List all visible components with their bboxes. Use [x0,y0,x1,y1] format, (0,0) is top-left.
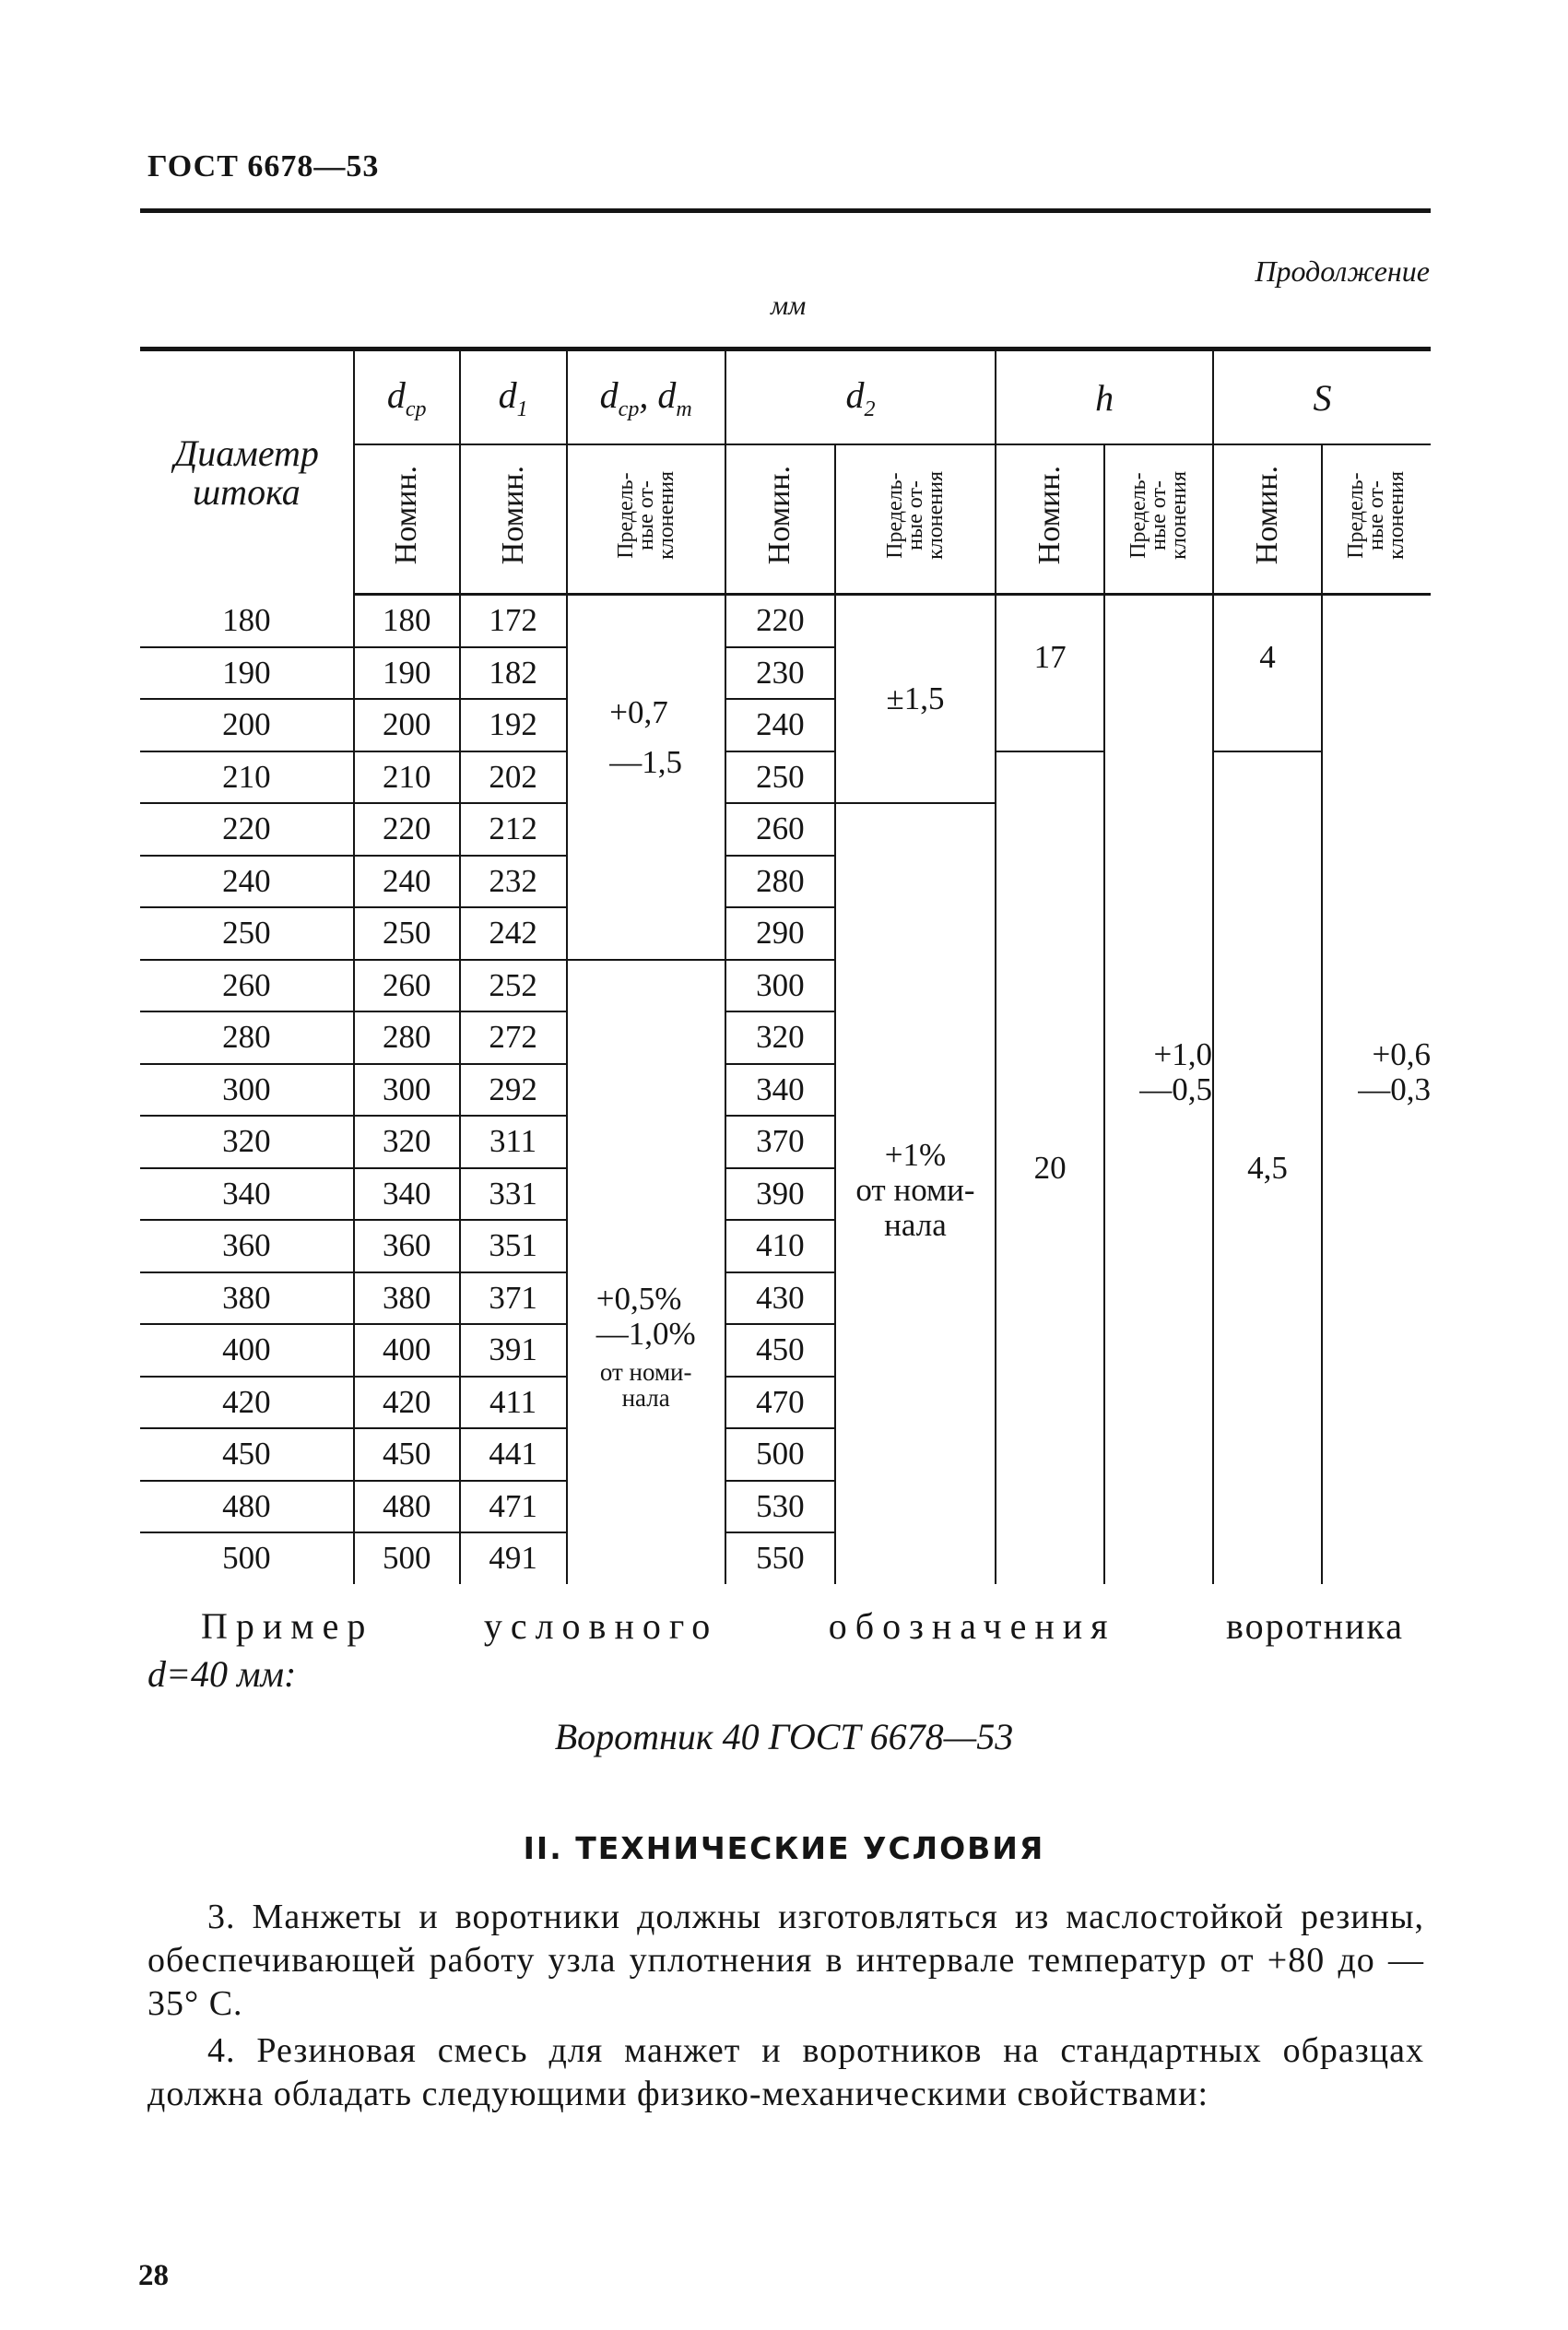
dcp-cell: 320 [354,1116,460,1168]
d2-cell: 410 [725,1220,835,1272]
d1-cell: 411 [460,1377,567,1429]
h-nominal-cell-1: 17 [996,595,1104,751]
continuation-label: Продолжение [1255,254,1430,288]
subheader-s-tolerance: Предель- ные от- клонения [1322,444,1431,595]
subheader-s-nominal: Номин. [1213,444,1322,595]
d1-cell: 252 [460,960,567,1012]
h-nominal-cell-2: 20 [996,751,1104,1584]
d2-cell: 230 [725,647,835,700]
example-word-4: воротника [1226,1605,1404,1647]
d1-cell: 491 [460,1532,567,1584]
rod-diameter-cell: 420 [140,1377,354,1429]
d2-cell: 450 [725,1324,835,1377]
subheader-dcp-nominal: Номин. [354,444,460,595]
table-row [140,751,1431,804]
page-number: 28 [138,2259,169,2292]
dcp-tolerance-cell-1: +0,7 —1,5 [567,595,725,960]
header-dcp-dt: $d_{cp}$, $d_т$ [567,349,725,445]
d2-cell: 550 [725,1532,835,1584]
d2-cell: 370 [725,1116,835,1168]
units-label: мм [771,290,807,321]
d2-cell: 260 [725,803,835,856]
rod-diameter-cell: 180 [140,595,354,647]
d1-cell: 272 [460,1011,567,1064]
rod-diameter-cell: 340 [140,1168,354,1221]
d1-cell: 212 [460,803,567,856]
d1-cell: 311 [460,1116,567,1168]
d2-cell: 340 [725,1064,835,1117]
dcp-cell: 500 [354,1532,460,1584]
example-dimension: d=40 мм: [147,1653,297,1695]
subheader-d2-nominal: Номин. [725,444,835,595]
dcp-cell: 340 [354,1168,460,1221]
d2-cell: 430 [725,1272,835,1325]
rod-diameter-cell: 280 [140,1011,354,1064]
paragraph-4: 4. Резиновая смесь для манжет и воротников на стандартных образцах должна обладать следующими физико-механическими свойствами: [147,2031,1424,2113]
d2-cell: 290 [725,907,835,960]
d1-cell: 331 [460,1168,567,1221]
dcp-cell: 240 [354,856,460,908]
d2-cell: 390 [725,1168,835,1221]
stub-header-line2: штока [192,470,301,513]
example-word-3: обозначения [828,1605,1116,1647]
d2-cell: 240 [725,699,835,751]
d2-cell: 220 [725,595,835,647]
header-dcp: $d_{cp}$ [354,349,460,445]
dcp-cell: 480 [354,1481,460,1533]
header-d2: $d_2$ [725,349,996,445]
dcp-tolerance-cell-2: +0,5% —1,0% от номи- нала [567,960,725,1584]
rod-diameter-cell: 190 [140,647,354,700]
dcp-cell: 190 [354,647,460,700]
d2-cell: 280 [725,856,835,908]
d2-cell: 530 [725,1481,835,1533]
rod-diameter-cell: 450 [140,1428,354,1481]
example-word-2: условного [483,1605,719,1647]
dcp-cell: 180 [354,595,460,647]
document-code-header: ГОСТ 6678—53 [147,149,380,183]
dcp-cell: 380 [354,1272,460,1325]
d2-cell: 500 [725,1428,835,1481]
header-h: h [996,349,1213,445]
d1-cell: 292 [460,1064,567,1117]
d1-cell: 172 [460,595,567,647]
rod-diameter-cell: 220 [140,803,354,856]
paragraph-3: 3. Манжеты и воротники должны изготовляться из маслостойкой резины, обеспечивающей работу узла уплотнения в интервале температур от +80 до —35° С. [147,1898,1424,2023]
subheader-d1-nominal: Номин. [460,444,567,595]
dcp-cell: 400 [354,1324,460,1377]
d1-cell: 371 [460,1272,567,1325]
dcp-cell: 450 [354,1428,460,1481]
d1-cell: 351 [460,1220,567,1272]
d1-cell: 192 [460,699,567,751]
s-nominal-cell-2: 4,5 [1213,751,1322,1584]
rod-diameter-cell: 210 [140,751,354,804]
d2-tolerance-cell-1: ±1,5 [835,595,996,804]
d2-cell: 470 [725,1377,835,1429]
section-title: II. ТЕХНИЧЕСКИЕ УСЛОВИЯ [523,1830,1045,1866]
subheader-h-tolerance: Предель- ные от- клонения [1104,444,1213,595]
dcp-cell: 260 [354,960,460,1012]
header-rule [140,208,1431,213]
d2-cell: 300 [725,960,835,1012]
d1-cell: 232 [460,856,567,908]
dcp-cell: 420 [354,1377,460,1429]
d2-tolerance-cell-2: +1% от номи- нала [835,803,996,1584]
rod-diameter-cell: 240 [140,856,354,908]
d2-cell: 320 [725,1011,835,1064]
header-d1: $d_1$ [460,349,567,445]
dcp-cell: 300 [354,1064,460,1117]
stub-header [140,349,354,595]
h-tolerance-cell: +1,0 —0,5 [1104,595,1213,1584]
d1-cell: 182 [460,647,567,700]
subheader-d2-tolerance: Предель- ные от- клонения [835,444,996,595]
example-word-1: Пример [201,1605,374,1647]
d1-cell: 391 [460,1324,567,1377]
s-tolerance-cell: +0,6 —0,3 [1322,595,1431,1584]
rod-diameter-cell: 260 [140,960,354,1012]
rod-diameter-cell: 300 [140,1064,354,1117]
stub-header-line1: Диаметр [173,432,319,474]
subheader-h-nominal: Номин. [996,444,1104,595]
d1-cell: 441 [460,1428,567,1481]
rod-diameter-cell: 250 [140,907,354,960]
rod-diameter-cell: 320 [140,1116,354,1168]
rod-diameter-cell: 360 [140,1220,354,1272]
dcp-cell: 200 [354,699,460,751]
rod-diameter-cell: 480 [140,1481,354,1533]
dcp-cell: 360 [354,1220,460,1272]
d1-cell: 242 [460,907,567,960]
table-row [140,595,1431,647]
dcp-cell: 210 [354,751,460,804]
example-heading [201,1604,1404,1648]
subheader-dcp-tolerance: Предель- ные от- клонения [567,444,725,595]
rod-diameter-cell: 380 [140,1272,354,1325]
s-nominal-cell-1: 4 [1213,595,1322,751]
dcp-cell: 250 [354,907,460,960]
d1-cell: 471 [460,1481,567,1533]
header-s: S [1213,349,1431,445]
dimensions-table [140,347,1431,1584]
rod-diameter-cell: 400 [140,1324,354,1377]
d1-cell: 202 [460,751,567,804]
rod-diameter-cell: 200 [140,699,354,751]
dcp-cell: 220 [354,803,460,856]
dcp-cell: 280 [354,1011,460,1064]
rod-diameter-cell: 500 [222,1540,271,1577]
example-designation: Воротник 40 ГОСТ 6678—53 [554,1716,1014,1757]
d2-cell: 250 [725,751,835,804]
